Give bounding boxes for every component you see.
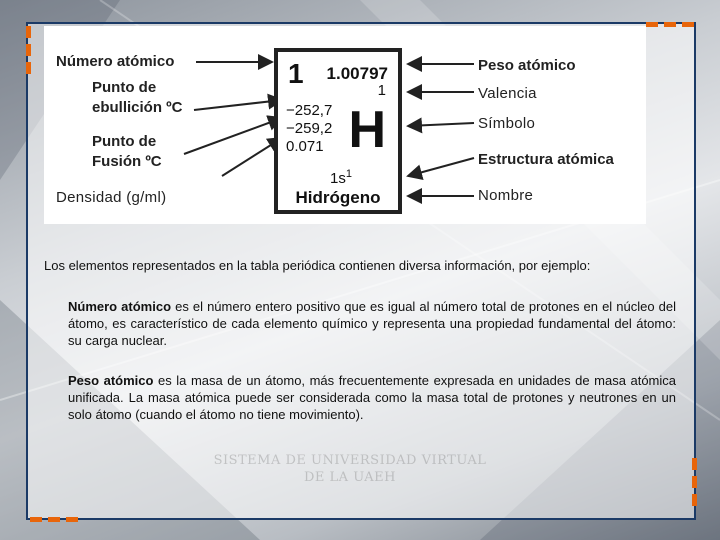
configuration-base: 1s <box>330 170 346 187</box>
watermark-line: DE LA UAEH <box>304 470 396 485</box>
electron-configuration <box>330 168 352 187</box>
accent-dash <box>682 22 694 27</box>
paragraph-atomic-number <box>68 298 676 349</box>
valence-value: 1 <box>377 82 386 99</box>
watermark <box>200 452 500 486</box>
accent-dash <box>692 476 697 488</box>
label-valence: Valencia <box>478 85 537 102</box>
accent-dash <box>664 22 676 27</box>
definition-atomic-number: es el número entero positivo que es igual al número total de protones en el núcleo del átomo, es característico de cada elemento químico y representa una propiedad fundamental del átomo: su carga nuclear. <box>68 299 676 348</box>
definition-atomic-weight: es la masa de un átomo, más frecuentemente expresada en unidades de masa atómica unificada. La masa atómica puede ser considerada como la masa total de protones y neutrones en un solo átomo (cuando el átomo no tiene movimiento). <box>68 373 676 422</box>
element-symbol: H <box>348 101 386 159</box>
element-name: Hidrógeno <box>295 188 381 207</box>
melting-point-value: −259,2 <box>286 120 333 137</box>
accent-dash <box>26 44 31 56</box>
configuration-exponent: 1 <box>345 168 352 180</box>
accent-dash <box>30 517 42 522</box>
term-atomic-weight: Peso atómico <box>68 373 154 388</box>
label-boiling-point-line2: ebullición ºC <box>92 99 183 116</box>
label-atomic-structure: Estructura atómica <box>478 151 614 168</box>
accent-dash <box>48 517 60 522</box>
accent-dash <box>26 62 31 74</box>
atomic-number-value: 1 <box>288 58 304 89</box>
label-atomic-number: Número atómico <box>56 53 175 70</box>
term-atomic-number: Número atómico <box>68 299 172 314</box>
label-melting-point-line1: Punto de <box>92 133 157 150</box>
label-name: Nombre <box>478 187 534 204</box>
element-diagram <box>44 26 646 224</box>
label-density: Densidad (g/ml) <box>56 189 167 206</box>
watermark-line: SISTEMA DE UNIVERSIDAD VIRTUAL <box>213 453 487 468</box>
label-symbol: Símbolo <box>478 115 536 132</box>
atomic-mass-value: 1.00797 <box>326 64 388 83</box>
density-value: 0.071 <box>286 138 324 155</box>
accent-dash <box>692 494 697 506</box>
accent-dash <box>646 22 658 27</box>
accent-dash <box>692 458 697 470</box>
accent-dash <box>26 26 31 38</box>
boiling-point-value: −252,7 <box>286 102 333 119</box>
label-boiling-point-line1: Punto de <box>92 79 157 96</box>
accent-dash <box>66 517 78 522</box>
paragraph-atomic-weight <box>68 372 676 423</box>
intro-text: Los elementos representados en la tabla periódica contienen diversa información, por ejemplo: <box>44 258 591 273</box>
label-melting-point-line2: Fusión ºC <box>92 153 162 170</box>
element-card <box>274 48 402 214</box>
label-atomic-weight: Peso atómico <box>478 57 576 74</box>
